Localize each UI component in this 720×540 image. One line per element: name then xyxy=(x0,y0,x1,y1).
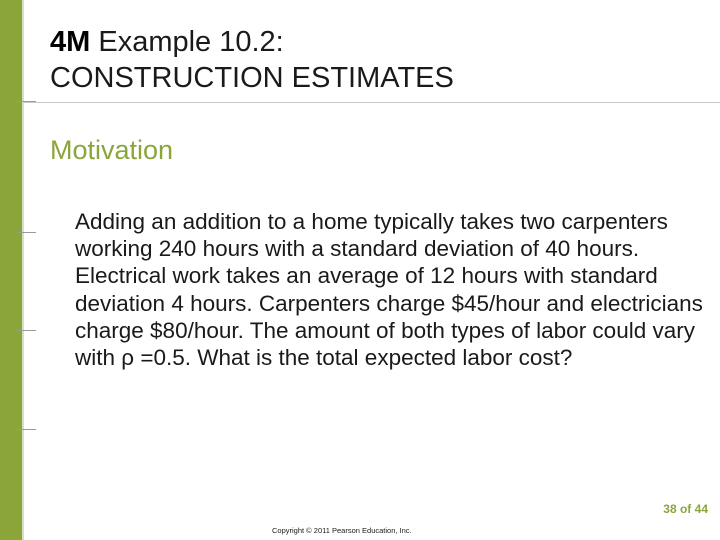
title-example: Example 10.2: xyxy=(90,26,284,58)
title-divider xyxy=(24,102,720,103)
margin-tick xyxy=(18,232,36,233)
left-accent-bar xyxy=(0,0,22,540)
title-line-1 xyxy=(50,24,700,60)
margin-tick xyxy=(18,330,36,331)
problem-text: Adding an addition to a home typically takes two carpenters working 240 hours with a standard deviation of 40 hours. Electrical work takes an average of 12 hours with standard deviation 4 hours. Carpenters charge $45/hour and electricians charge $80/hour. The amount of both types of labor could vary with ρ =0.5. What is the total expected labor cost? xyxy=(75,209,703,371)
section-heading: Motivation xyxy=(50,135,174,165)
copyright-notice: Copyright © 2011 Pearson Education, Inc. xyxy=(272,526,412,535)
margin-tick xyxy=(18,429,36,430)
left-accent-bar-edge xyxy=(22,0,24,540)
title-line-2: CONSTRUCTION ESTIMATES xyxy=(50,62,454,94)
page-number: 38 of 44 xyxy=(663,502,708,516)
title-chapter: 4M xyxy=(50,26,91,58)
slide-title xyxy=(50,24,700,96)
